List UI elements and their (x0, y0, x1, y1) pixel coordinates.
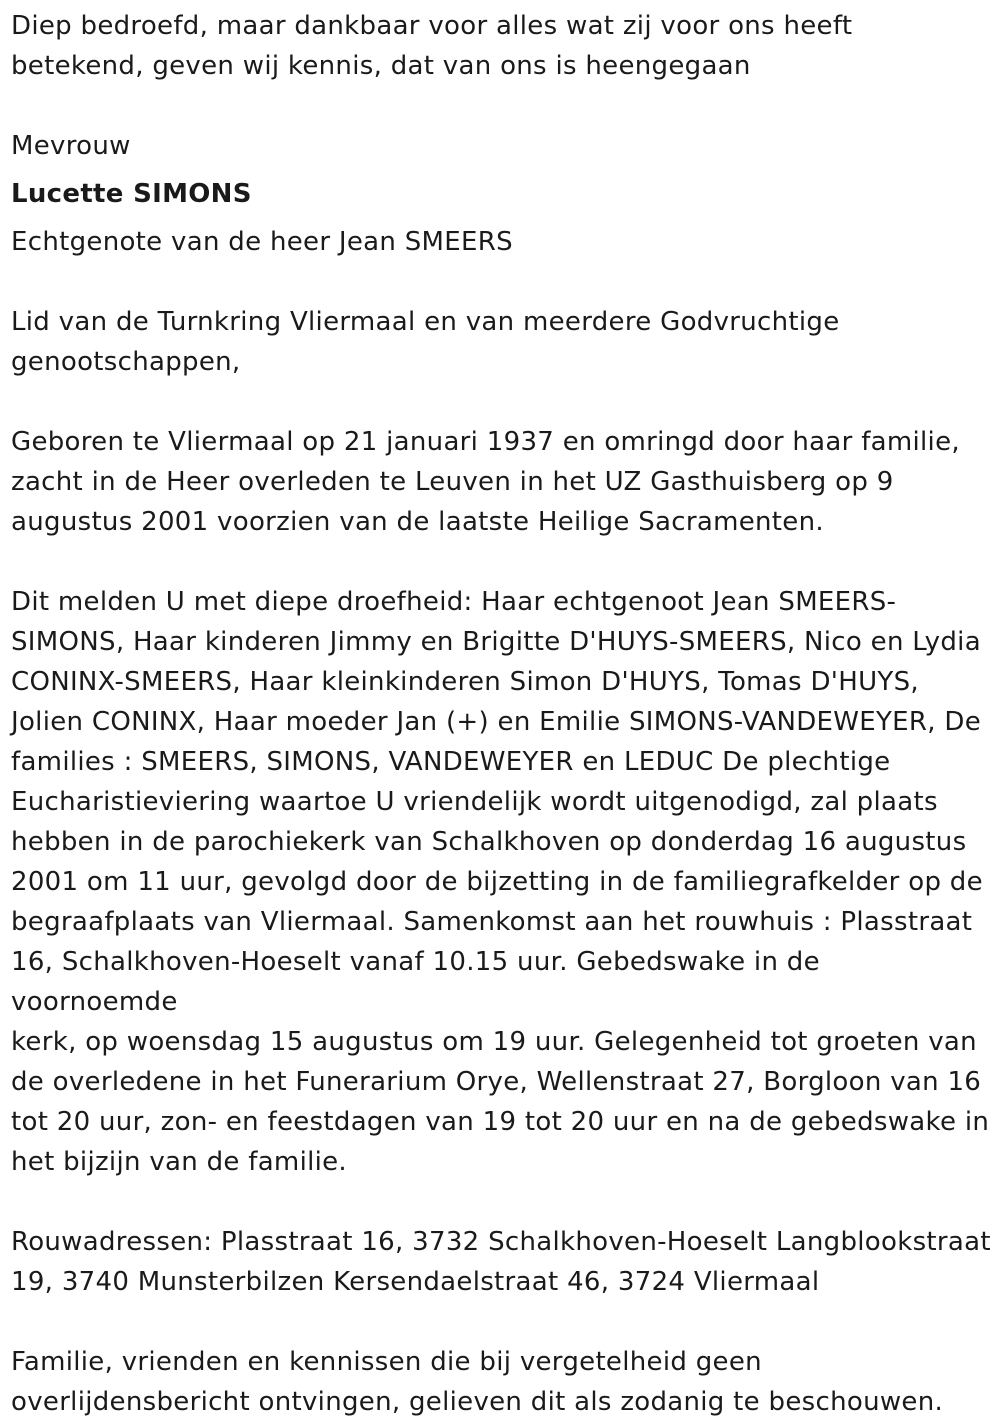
spacer (11, 1302, 993, 1342)
birth-death-paragraph: Geboren te Vliermaal op 21 januari 1937 en omringd door haar familie, zacht in de Heer overleden te Leuven in het UZ Gasthuisberg op 9 augustus 2001 voorzien van de laatste Heilige Sacramenten. (11, 427, 960, 537)
deceased-name: Lucette SIMONS (11, 179, 252, 209)
spacer (11, 1182, 993, 1222)
closing-paragraph: Familie, vrienden en kennissen die bij vergetelheid geen overlijdensbericht ontvingen, gelieven dit als zodanig te beschouwen. (11, 1347, 944, 1417)
spacer (11, 86, 993, 126)
spacer (11, 382, 993, 422)
spacer (11, 166, 993, 174)
obituary-notice (11, 6, 993, 1422)
addresses-paragraph: Rouwadressen: Plasstraat 16, 3732 Schalkhoven-Hoeselt Langblookstraat 19, 3740 Munsterbilzen Kersendaelstraat 46, 3724 Vliermaal (11, 1227, 991, 1297)
spacer (11, 262, 993, 302)
intro-paragraph: Diep bedroefd, maar dankbaar voor alles wat zij voor ons heeft betekend, geven wij kennis, dat van ons is heengegaan (11, 11, 853, 81)
membership-paragraph: Lid van de Turnkring Vliermaal en van meerdere Godvruchtige genootschappen, (11, 307, 840, 377)
salutation: Mevrouw (11, 131, 131, 161)
spouse-line: Echtgenote van de heer Jean SMEERS (11, 227, 513, 257)
announcement-paragraph: Dit melden U met diepe droefheid: Haar echtgenoot Jean SMEERS- SIMONS, Haar kinderen Jimmy en Brigitte D'HUYS-SMEERS, Nico en Lydia CONINX-SMEERS, Haar kleinkinderen Simon D'HUYS, Tomas D'HUYS, Jolien CONINX, Haar moeder Jan (+) en Emilie SIMONS-VANDEWEYER, De families : SMEERS, SIMONS, VANDEWEYER en LEDUC De plechtige Eucharistieviering waartoe U vriendelijk wordt uitgenodigd, zal plaats hebben in de parochiekerk van Schalkhoven op donderdag 16 augustus 2001 om 11 uur, gevolgd door de bijzetting in de familiegrafkelder op de begraafplaats van Vliermaal. Samenkomst aan het rouwhuis : Plasstraat 16, Schalkhoven-Hoeselt vanaf 10.15 uur. Gebedswake in de voornoemde kerk, op woensdag 15 augustus om 19 uur. Gelegenheid tot groeten van de overledene in het Funerarium Orye, Wellenstraat 27, Borgloon van 16 tot 20 uur, zon- en feestdagen van 19 tot 20 uur en na de gebedswake in het bijzijn van de familie. (11, 587, 990, 1177)
spacer (11, 542, 993, 582)
spacer (11, 214, 993, 222)
